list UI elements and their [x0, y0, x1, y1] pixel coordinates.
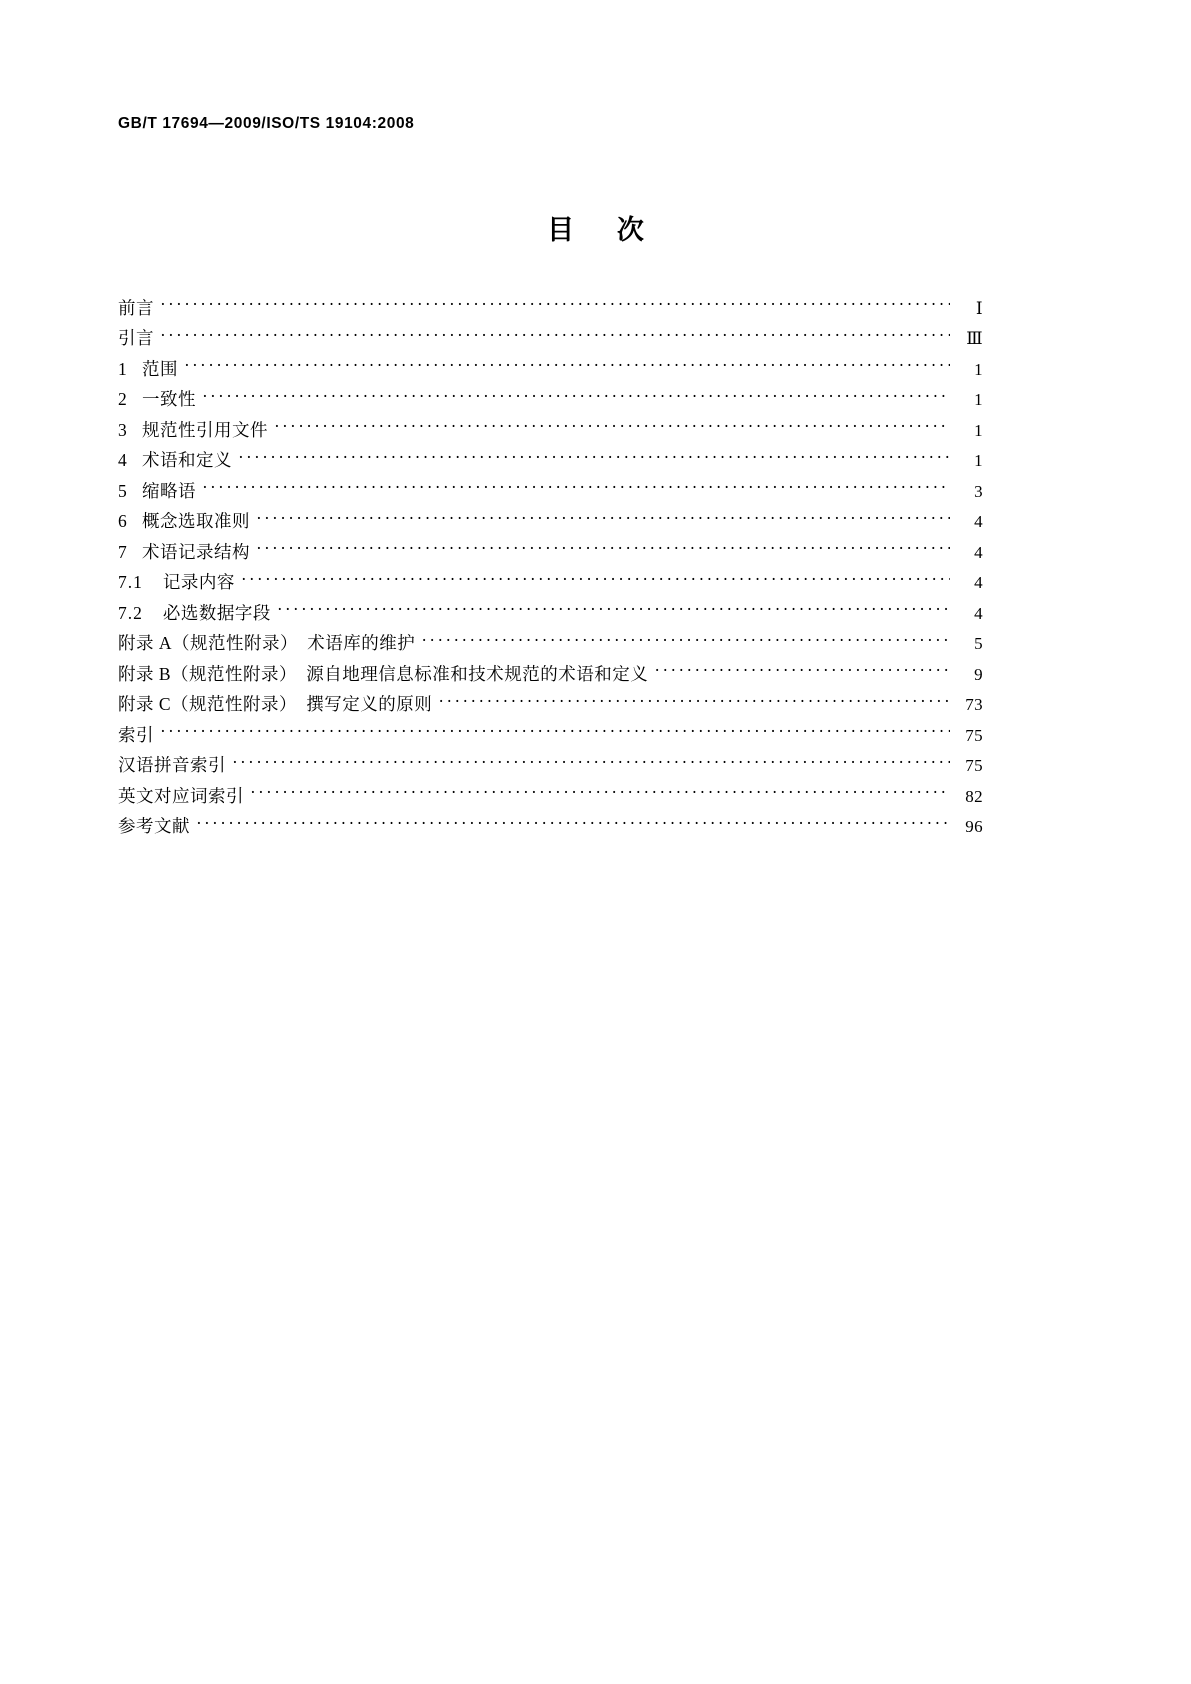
toc-entry-page-number: 3 [974, 481, 983, 501]
toc-entry-label [118, 513, 256, 531]
toc-entry-label [118, 696, 438, 714]
toc-entry[interactable] [118, 815, 983, 846]
toc-entry-label [118, 602, 277, 623]
toc-entry-text: 索引 [118, 724, 154, 745]
toc-entry[interactable] [118, 693, 983, 724]
toc-entry[interactable] [118, 479, 983, 510]
toc-entry-text: 范围 [142, 358, 178, 379]
toc-entry-page-number: 73 [965, 695, 983, 714]
toc-entry-label [118, 635, 421, 653]
toc-entry-text: 一致性 [142, 389, 196, 409]
toc-entry-text: 记录内容 [162, 572, 235, 592]
toc-entry-text: 引言 [118, 328, 154, 348]
toc-entry-text: 前言 [118, 297, 154, 318]
toc-entry-number: 7.1 [118, 572, 143, 592]
toc-entry-page-number: 1 [974, 390, 983, 409]
toc-entry[interactable] [118, 571, 983, 602]
toc-entry-text: 参考文献 [118, 816, 190, 836]
toc-entry[interactable] [118, 723, 983, 754]
toc-leader-dots [202, 479, 950, 497]
toc-entry-label [118, 419, 274, 440]
toc-leader-dots [277, 601, 950, 619]
toc-entry-label [118, 574, 241, 592]
table-of-contents [118, 296, 983, 845]
toc-entry-number: 6 [118, 511, 128, 531]
toc-leader-dots [160, 723, 950, 741]
toc-entry-page-number: Ⅲ [966, 329, 983, 348]
toc-leader-dots [160, 327, 950, 345]
toc-leader-dots [421, 632, 950, 650]
toc-entry-page-number: 75 [965, 725, 983, 745]
toc-entry-page-number: 4 [974, 542, 983, 562]
toc-entry-text: 附录 C（规范性附录） 撰写定义的原则 [118, 694, 433, 714]
toc-leader-dots [184, 357, 950, 375]
toc-entry[interactable] [118, 327, 983, 358]
toc-leader-dots [160, 296, 950, 314]
toc-entry[interactable] [118, 754, 983, 785]
toc-entry-label [118, 452, 238, 470]
toc-entry[interactable] [118, 449, 983, 480]
toc-entry-label [118, 818, 196, 836]
toc-entry-page-number: 75 [965, 756, 983, 775]
toc-entry-text: 概念选取准则 [142, 511, 250, 531]
toc-entry[interactable] [118, 510, 983, 541]
toc-leader-dots [438, 693, 950, 711]
toc-entry[interactable] [118, 662, 983, 693]
toc-entry-page-number: 82 [965, 786, 983, 806]
toc-entry-label [118, 785, 250, 806]
toc-entry[interactable] [118, 388, 983, 419]
toc-entry-label [118, 330, 160, 348]
toc-leader-dots [196, 815, 950, 833]
toc-entry-label [118, 391, 202, 409]
toc-leader-dots [274, 418, 950, 436]
toc-entry-text: 规范性引用文件 [142, 419, 268, 440]
toc-entry-label [118, 663, 654, 684]
toc-leader-dots [238, 449, 950, 467]
toc-entry[interactable] [118, 357, 983, 388]
toc-leader-dots [256, 540, 950, 558]
toc-entry-number: 7.2 [118, 602, 143, 623]
toc-entry-text: 必选数据字段 [162, 602, 271, 623]
toc-entry-label [118, 358, 184, 379]
toc-entry-page-number: 1 [974, 420, 983, 440]
toc-entry-number: 7 [118, 541, 128, 562]
toc-entry-page-number: 4 [974, 512, 983, 531]
toc-leader-dots [202, 388, 950, 406]
toc-entry-text: 汉语拼音索引 [118, 755, 226, 775]
toc-entry-page-number: 1 [974, 359, 983, 379]
toc-entry-page-number: 96 [965, 817, 983, 836]
toc-entry[interactable] [118, 784, 983, 815]
toc-entry[interactable] [118, 601, 983, 632]
page-title: 目 次 [547, 215, 662, 245]
toc-leader-dots [256, 510, 950, 528]
toc-entry-page-number: 4 [974, 573, 983, 592]
toc-entry-page-number: Ⅰ [975, 298, 983, 318]
toc-leader-dots [250, 784, 950, 802]
toc-leader-dots [241, 571, 950, 589]
toc-entry-page-number: 4 [974, 603, 983, 623]
toc-entry-label [118, 541, 256, 562]
toc-entry-number: 3 [118, 419, 128, 440]
toc-entry-text: 英文对应词索引 [118, 785, 244, 806]
toc-entry-label [118, 757, 232, 775]
page-header-standard-code: GB/T 17694—2009/ISO/TS 19104:2008 [118, 115, 415, 132]
toc-entry[interactable] [118, 632, 983, 663]
toc-entry-text: 缩略语 [142, 480, 196, 501]
toc-entry-number: 4 [118, 450, 128, 470]
toc-entry-text: 术语和定义 [142, 450, 232, 470]
toc-entry[interactable] [118, 540, 983, 571]
toc-entry-label [118, 297, 160, 318]
toc-entry-text: 附录 A（规范性附录） 术语库的维护 [118, 633, 416, 653]
toc-entry-label [118, 724, 160, 745]
toc-entry-number: 5 [118, 480, 128, 501]
toc-entry-page-number: 9 [974, 664, 983, 684]
toc-entry-page-number: 5 [974, 634, 983, 653]
toc-entry-label [118, 480, 202, 501]
toc-leader-dots [654, 662, 950, 680]
toc-entry-text: 附录 B（规范性附录） 源自地理信息标准和技术规范的术语和定义 [118, 663, 649, 684]
toc-entry-text: 术语记录结构 [142, 541, 250, 562]
toc-leader-dots [232, 754, 950, 772]
toc-entry-number: 1 [118, 358, 128, 379]
toc-entry[interactable] [118, 296, 983, 327]
toc-entry-number: 2 [118, 389, 128, 409]
toc-entry-page-number: 1 [974, 451, 983, 470]
toc-entry[interactable] [118, 418, 983, 449]
